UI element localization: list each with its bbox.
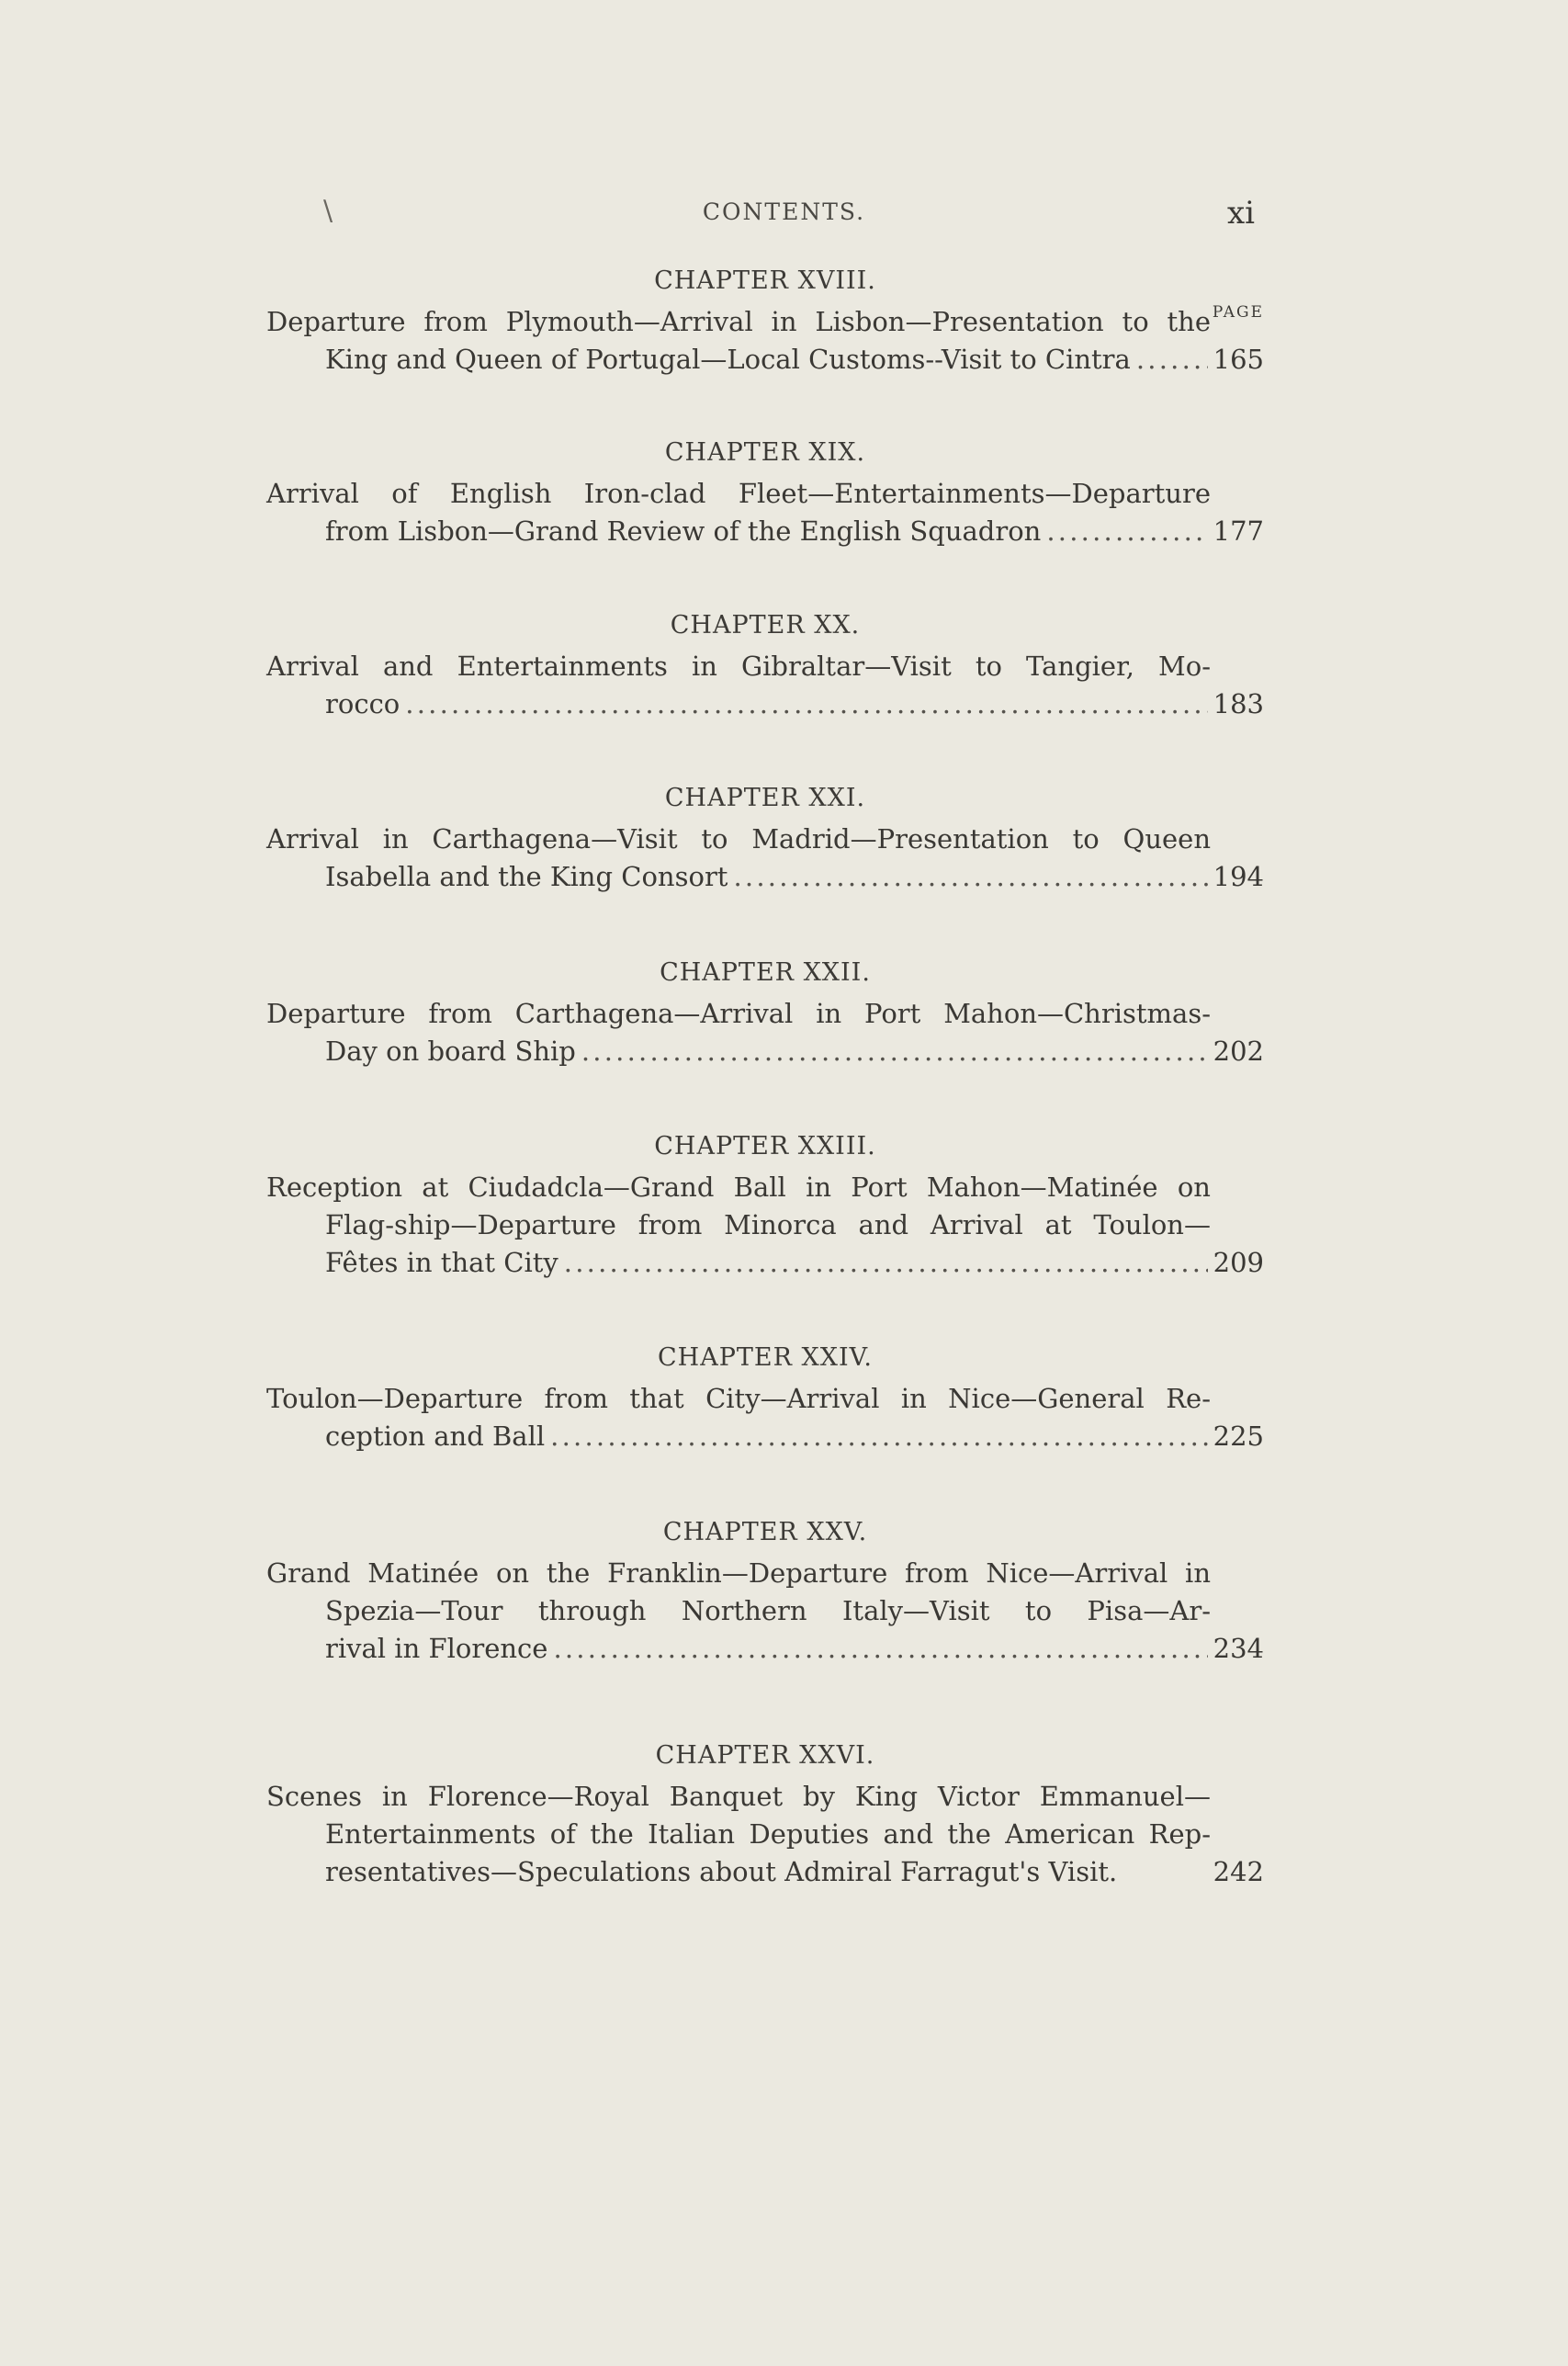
dot-leader bbox=[550, 1418, 1207, 1455]
chapter-summary bbox=[266, 1555, 1264, 1668]
summary-line: Scenes in Florence—Royal Banquet by King Victor Emmanuel— bbox=[266, 1781, 1211, 1812]
summary-line: Departure from Plymouth—Arrival in Lisbon—Presentation to the bbox=[266, 306, 1211, 337]
chapter-heading: CHAPTER XXV. bbox=[662, 1518, 868, 1546]
chapter-page-number: 242 bbox=[1213, 1856, 1264, 1887]
summary-line: Spezia—Tour through Northern Italy—Visit to Pisa—Ar- bbox=[325, 1595, 1211, 1626]
summary-last-line bbox=[266, 341, 1264, 379]
chapter-page-number: 165 bbox=[1213, 344, 1264, 375]
summary-line: Flag-ship—Departure from Minorca and Arrival at Toulon— bbox=[325, 1209, 1211, 1240]
summary-last-line bbox=[266, 1418, 1264, 1455]
chapter-heading: CHAPTER XXI. bbox=[664, 784, 866, 812]
chapter-summary bbox=[266, 475, 1264, 550]
dot-leader bbox=[1136, 341, 1208, 379]
dot-leader bbox=[733, 858, 1207, 896]
margin-mark: \ bbox=[323, 195, 333, 227]
summary-last-line bbox=[266, 1630, 1264, 1668]
page-number: xi bbox=[1227, 195, 1256, 232]
chapter-heading: CHAPTER XXVI. bbox=[655, 1741, 875, 1770]
summary-line: from Lisbon—Grand Review of the English Squadron bbox=[325, 515, 1042, 547]
chapter-page-number: 177 bbox=[1213, 515, 1264, 547]
summary-line: resentatives—Speculations about Admiral Farragut's Visit. bbox=[325, 1856, 1118, 1887]
chapter-entry bbox=[266, 1518, 1264, 1668]
summary-last-line bbox=[266, 1033, 1264, 1070]
running-title: CONTENTS. bbox=[702, 198, 866, 225]
chapter-heading: CHAPTER XXII. bbox=[660, 958, 871, 987]
summary-line: Departure from Carthagena—Arrival in Port Mahon—Christmas- bbox=[266, 998, 1211, 1029]
summary-line: Reception at Ciudadcla—Grand Ball in Port Mahon—Matinée on bbox=[266, 1172, 1211, 1203]
summary-line: King and Queen of Portugal—Local Customs--Visit to Cintra bbox=[325, 344, 1131, 375]
summary-line: Entertainments of the Italian Deputies and the American Rep- bbox=[325, 1818, 1211, 1850]
summary-line: Arrival and Entertainments in Gibraltar—Visit to Tangier, Mo- bbox=[266, 651, 1211, 682]
chapter-summary bbox=[266, 1380, 1264, 1455]
chapter-heading: CHAPTER XX. bbox=[670, 611, 861, 640]
page-column-label: PAGE bbox=[1212, 303, 1264, 322]
chapter-entry bbox=[266, 784, 1264, 896]
chapter-summary bbox=[266, 1778, 1264, 1891]
chapter-page-number: 194 bbox=[1213, 861, 1264, 892]
dot-leader bbox=[564, 1244, 1208, 1282]
chapter-summary bbox=[266, 821, 1264, 896]
chapter-page-number: 209 bbox=[1213, 1247, 1264, 1278]
summary-line: Fêtes in that City bbox=[325, 1247, 558, 1278]
dot-leader bbox=[553, 1630, 1207, 1668]
chapter-heading: CHAPTER XIX. bbox=[664, 438, 866, 467]
chapter-summary bbox=[266, 303, 1264, 379]
summary-line: rocco bbox=[325, 688, 400, 719]
summary-last-line bbox=[266, 1244, 1264, 1282]
chapter-page-number: 225 bbox=[1213, 1421, 1264, 1452]
dot-leader bbox=[405, 685, 1207, 723]
dot-leader bbox=[1046, 513, 1207, 550]
summary-line: Toulon—Departure from that City—Arrival in Nice—General Re- bbox=[266, 1383, 1211, 1414]
chapter-page-number: 202 bbox=[1213, 1036, 1264, 1067]
summary-last-line bbox=[266, 513, 1264, 550]
chapter-summary bbox=[266, 1169, 1264, 1282]
summary-last-line bbox=[266, 1853, 1264, 1891]
summary-line: Grand Matinée on the Franklin—Departure from Nice—Arrival in bbox=[266, 1557, 1211, 1589]
summary-line: rival in Florence bbox=[325, 1633, 548, 1664]
chapter-entry bbox=[266, 611, 1264, 723]
chapter-page-number: 183 bbox=[1213, 688, 1264, 719]
summary-last-line bbox=[266, 858, 1264, 896]
dot-leader bbox=[581, 1033, 1208, 1070]
summary-line: ception and Ball bbox=[325, 1421, 546, 1452]
chapter-entry bbox=[266, 958, 1264, 1070]
chapter-entry bbox=[266, 438, 1264, 550]
chapter-entry bbox=[266, 1741, 1264, 1891]
summary-line: Arrival in Carthagena—Visit to Madrid—Presentation to Queen bbox=[266, 823, 1211, 855]
chapter-entry bbox=[266, 1132, 1264, 1282]
chapter-entry bbox=[266, 266, 1264, 379]
chapter-summary bbox=[266, 995, 1264, 1070]
summary-line: Isabella and the King Consort bbox=[325, 861, 728, 892]
chapter-heading: CHAPTER XXIII. bbox=[654, 1132, 876, 1160]
chapter-heading: CHAPTER XXIV. bbox=[658, 1343, 873, 1372]
chapter-page-number: 234 bbox=[1213, 1633, 1264, 1664]
summary-line: Day on board Ship bbox=[325, 1036, 576, 1067]
chapter-entry bbox=[266, 1343, 1264, 1455]
running-head bbox=[0, 195, 1568, 232]
summary-line: Arrival of English Iron-clad Fleet—Entertainments—Departure bbox=[266, 478, 1211, 509]
chapter-heading: CHAPTER XVIII. bbox=[654, 266, 876, 295]
summary-last-line bbox=[266, 685, 1264, 723]
chapter-summary bbox=[266, 648, 1264, 723]
